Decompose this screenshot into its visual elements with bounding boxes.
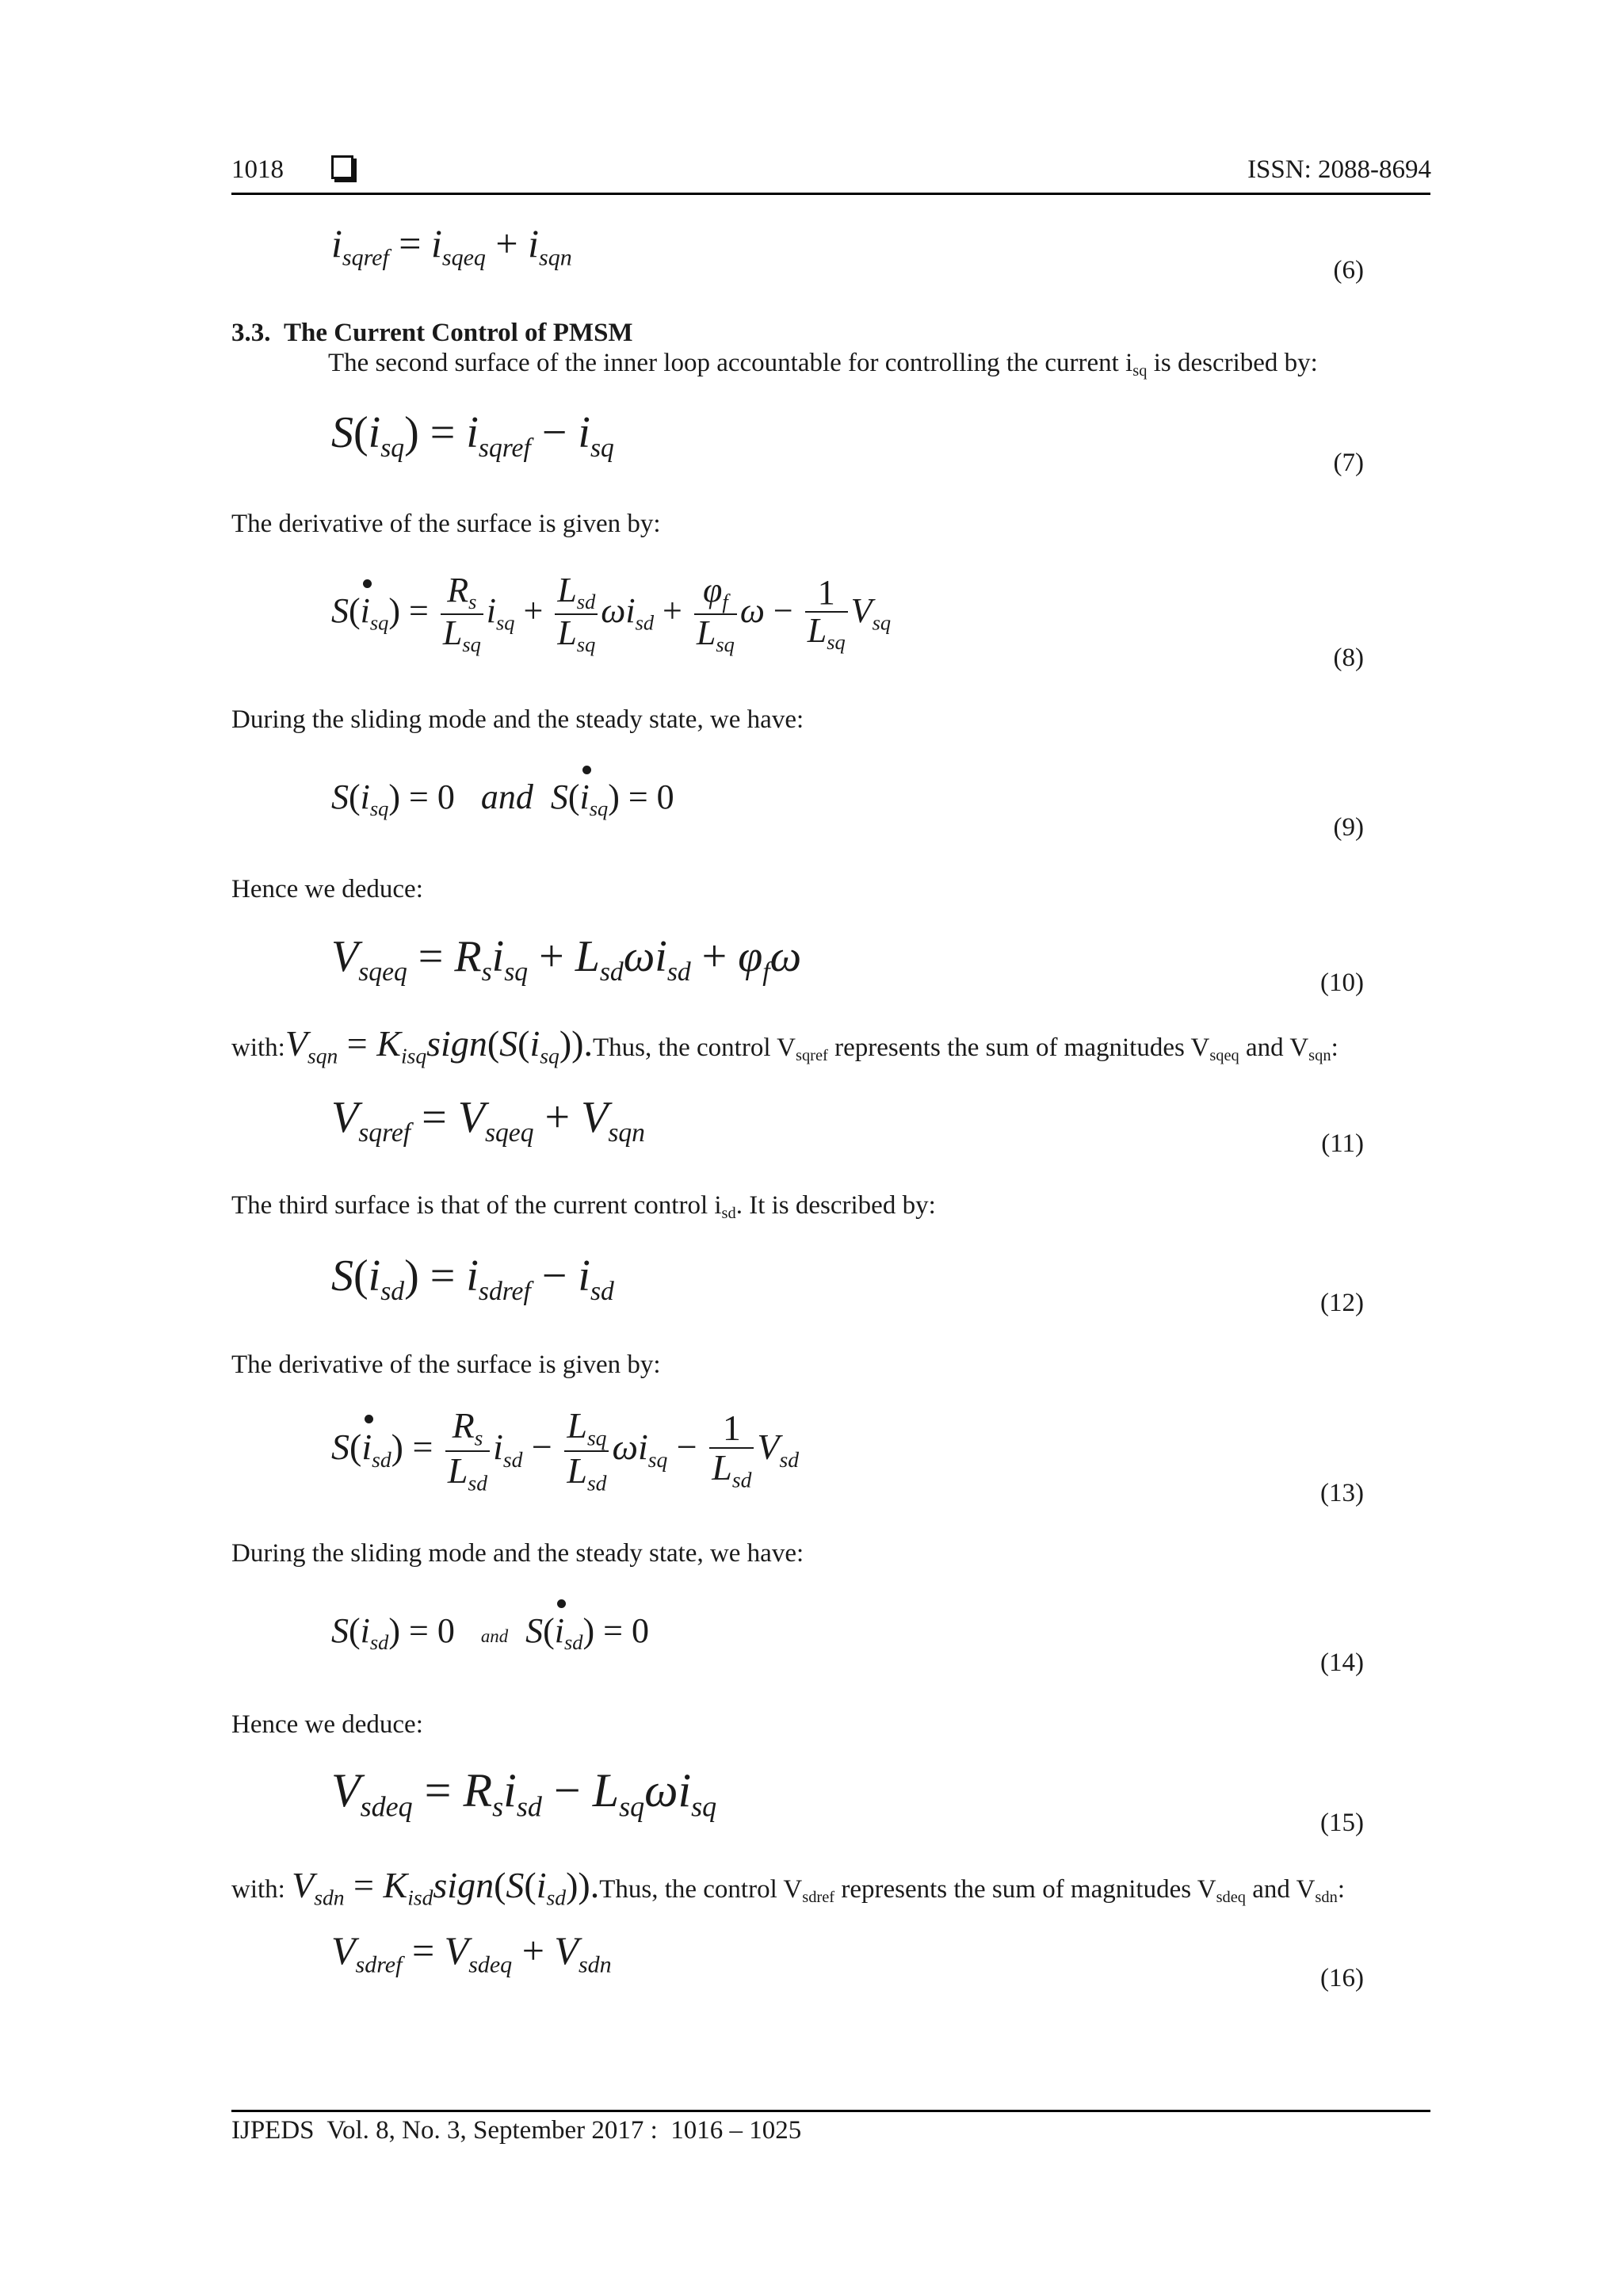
equation-15: $V_{sdeq} = R_si_{sd} - L_{sq}\omega i_{sq}$ bbox=[331, 1764, 717, 1823]
equation-number-7: (7) bbox=[1333, 449, 1364, 477]
paragraph-8: During the sliding mode and the steady state, we have: bbox=[231, 1539, 804, 1568]
equation-8: $S(i_{sq})$ = $\frac{R_s}{L_{sq}}$ $i_{sq}$ + $\frac{L_{sd}}{L_{sq}}$ $\omega i_{sd}$ + $\frac{\varphi_f}{L_{sq}}$ ω − $\frac{1}{L_{sq}}$ $V_{sq}$ bbox=[331, 571, 892, 657]
footer-citation: IJPEDS Vol. 8, No. 3, September 2017 : 1016 – 1025 bbox=[231, 2116, 802, 2145]
equation-number-16: (16) bbox=[1320, 1964, 1364, 1992]
paragraph-4: Hence we deduce: bbox=[231, 875, 423, 904]
equation-number-15: (15) bbox=[1320, 1809, 1364, 1837]
equation-11: $V_{sqref} = V_{sqeq} + V_{sqn}$ bbox=[331, 1093, 645, 1148]
paragraph-9: Hence we deduce: bbox=[231, 1710, 423, 1739]
square-bullet-icon bbox=[331, 155, 353, 179]
equation-number-9: (9) bbox=[1333, 813, 1364, 842]
paragraph-7: The derivative of the surface is given by: bbox=[231, 1350, 661, 1379]
paragraph-1: The second surface of the inner loop accountable for controlling the current $i_{sq}$ is described by: bbox=[328, 349, 1318, 380]
section-heading: 3.3. The Current Control of PMSM bbox=[231, 319, 633, 347]
equation-number-12: (12) bbox=[1320, 1289, 1364, 1317]
equation-number-13: (13) bbox=[1320, 1479, 1364, 1507]
equation-9: $S(i_{sq}) = 0$ and $S(i_{sq}) = 0$ bbox=[331, 777, 674, 821]
paragraph-6: The third surface is that of the current control $i_{sd}$. It is described by: bbox=[231, 1191, 936, 1223]
issn: ISSN: 2088-8694 bbox=[1247, 155, 1431, 184]
page-header bbox=[231, 155, 353, 185]
paragraph-10: with: $V_{sdn}$ = $K_{isd}sign(S(i_{sd})).Thus$, the control $V_{sdref}$ represents the sum of magnitudes $V_{sdeq}$ and $V_{sdn}$: bbox=[231, 1865, 1345, 1910]
page-number: 1018 bbox=[231, 155, 284, 184]
equation-number-14: (14) bbox=[1320, 1648, 1364, 1677]
equation-14: $S(i_{sd}) = 0$ and $S(i_{sd}) = 0$ bbox=[331, 1611, 649, 1655]
header-rule bbox=[231, 193, 1430, 195]
equation-7: $S(i_{sq}) = i_{sqref} - i_{sq}$ bbox=[331, 408, 614, 463]
equation-12: $S(i_{sd}) = i_{sdref} - i_{sd}$ bbox=[331, 1251, 614, 1306]
paragraph-3: During the sliding mode and the steady state, we have: bbox=[231, 705, 804, 734]
equation-13: $S(i_{sd})$ = $\frac{R_s}{L_{sd}}$ $i_{sd}$ − $\frac{L_{sq}}{L_{sd}}$ $\omega i_{sq}$ − $\frac{1}{L_{sd}}$ $V_{sd}$ bbox=[331, 1405, 800, 1496]
equation-10: $V_{sqeq} = R_si_{sq} + L_{sd}\omega i_{sd} + \varphi_f\omega$ bbox=[331, 932, 802, 987]
equation-6: $i_{sqref} = i_{sqeq} + i_{sqn}$ bbox=[331, 221, 572, 271]
equation-number-8: (8) bbox=[1333, 644, 1364, 672]
equation-number-11: (11) bbox=[1321, 1129, 1364, 1158]
footer-rule bbox=[231, 2110, 1430, 2112]
paragraph-2: The derivative of the surface is given by: bbox=[231, 510, 661, 538]
equation-number-6: (6) bbox=[1333, 256, 1364, 285]
equation-number-10: (10) bbox=[1320, 968, 1364, 997]
paragraph-5: $with:V_{sqn}$ = $K_{isq}sign(S(i_{sq})).Thus$, the control $V_{sqref}$ represents the sum of magnitudes $V_{sqeq}$ and $V_{sqn}$: bbox=[231, 1023, 1338, 1068]
equation-16: $V_{sdref} = V_{sdeq} + V_{sdn}$ bbox=[331, 1928, 612, 1978]
